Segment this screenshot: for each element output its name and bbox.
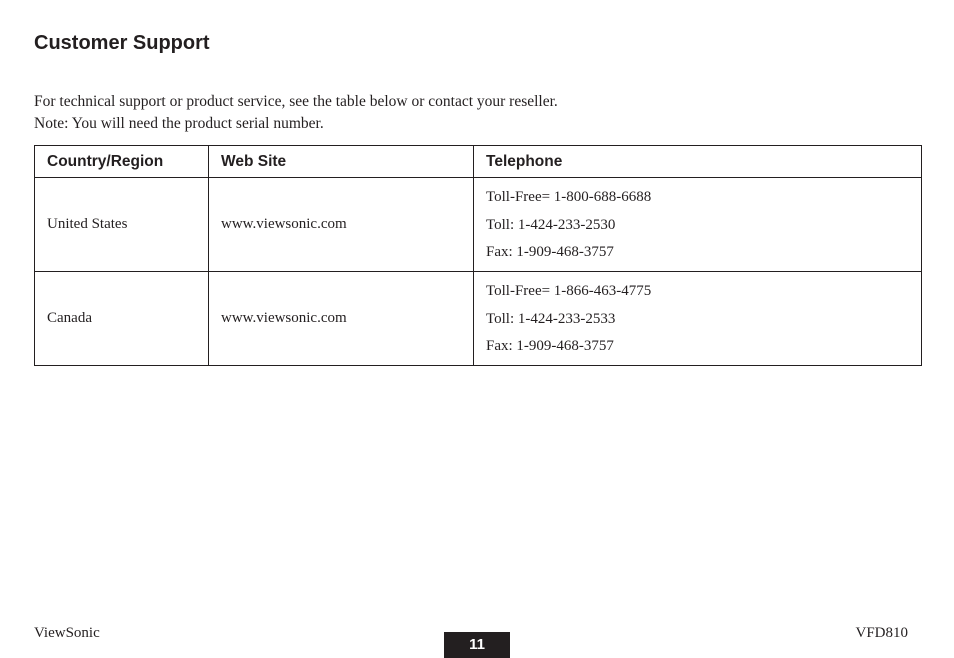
fax-number: Fax: 1-909-468-3757 [486,244,614,261]
website-link[interactable]: www.viewsonic.com [209,272,474,366]
website-link[interactable]: www.viewsonic.com [209,178,474,272]
toll-number: Toll: 1-424-233-2530 [486,216,616,233]
table-row [35,178,922,272]
page-title: Customer Support [34,32,210,54]
support-table [34,145,922,366]
table-row [35,272,922,366]
page-number: 11 [444,632,510,658]
footer-model: VFD810 [855,625,908,641]
fax-number: Fax: 1-909-468-3757 [486,338,614,355]
country-cell: Canada [35,272,209,366]
toll-number: Toll: 1-424-233-2533 [486,310,616,327]
telephone-cell [474,178,922,272]
table-header-row [35,146,922,178]
telephone-cell [474,272,922,366]
toll-free-number: Toll-Free= 1-800-688-6688 [486,189,652,206]
country-cell: United States [35,178,209,272]
intro-line: For technical support or product service, see the table below or contact your reseller. [34,93,558,110]
intro-text [34,91,558,135]
footer-brand: ViewSonic [34,625,100,641]
column-header-website: Web Site [209,146,474,178]
intro-note: Note: You will need the product serial number. [34,115,324,132]
column-header-telephone: Telephone [474,146,922,178]
column-header-country: Country/Region [35,146,209,178]
toll-free-number: Toll-Free= 1-866-463-4775 [486,283,652,300]
